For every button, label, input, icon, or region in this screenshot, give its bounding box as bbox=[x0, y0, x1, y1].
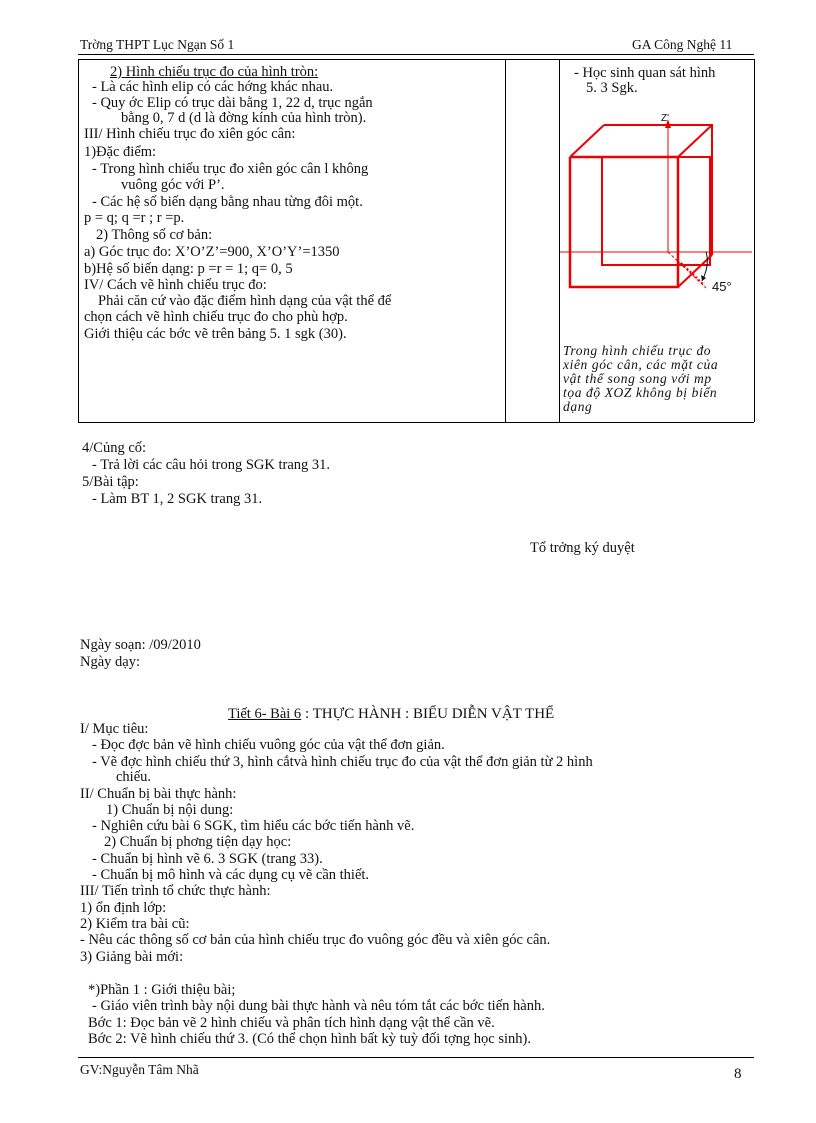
note-line: xiên góc cân, các mặt của bbox=[563, 357, 719, 372]
text-line: 2) Chuẩn bị phơng tiện dạy học: bbox=[104, 834, 292, 850]
section-params: 2) Thông số cơ bản: bbox=[96, 227, 213, 243]
text-line: - Quy ớc Elip có trục dài bằng 1, 22 d, trục ngắn bbox=[92, 95, 373, 111]
text-line: - Nêu các thông số cơ bản của hình chiếu trục đo vuông góc đều và xiên góc cân. bbox=[80, 932, 551, 948]
lesson-title: Tiết 6- Bài 6 : THỰC HÀNH : BIỂU DIỄN VẬT THỂ bbox=[228, 706, 555, 722]
note-line: vật thể song song với mp bbox=[563, 371, 712, 386]
footer-rule bbox=[78, 1057, 754, 1058]
step-1: Bớc 1: Đọc bản vẽ 2 hình chiếu và phân tích hình dạng vật thể cần vẽ. bbox=[88, 1015, 495, 1031]
text-line: vuông góc với P’. bbox=[121, 177, 225, 193]
consolidate-item: - Trả lời các câu hỏi trong SGK trang 31. bbox=[92, 457, 331, 473]
page-number: 8 bbox=[734, 1066, 742, 1082]
teach-date: Ngày dạy: bbox=[80, 654, 140, 670]
text-line: chiếu. bbox=[116, 769, 152, 785]
text-line: Giới thiệu các bớc vẽ trên bảng 5. 1 sgk (30). bbox=[84, 326, 347, 342]
text-line: - Là các hình elip có các hớng khác nhau. bbox=[92, 79, 334, 95]
section-features: 1)Đặc điểm: bbox=[84, 144, 157, 160]
section-iv-title: IV/ Cách vẽ hình chiếu trục đo: bbox=[84, 277, 267, 293]
process-title: III/ Tiến trình tổ chức thực hành: bbox=[80, 883, 271, 899]
cube-front-face bbox=[570, 157, 678, 287]
section-iii-title: III/ Hình chiếu trục đo xiên góc cân: bbox=[84, 126, 296, 142]
header-school: Trờng THPT Lục Ngạn Số 1 bbox=[80, 37, 235, 52]
header-subject: GA Công Nghệ 11 bbox=[632, 37, 733, 52]
footer-teacher: GV:Nguyễn Tâm Nhã bbox=[80, 1062, 199, 1077]
header-rule bbox=[78, 54, 754, 55]
step-2: Bớc 2: Vẽ hình chiếu thứ 3. (Có thể chọn hình bất kỳ tuỳ đối tợng học sinh). bbox=[88, 1031, 531, 1047]
objectives-title: I/ Mục tiêu: bbox=[80, 721, 149, 737]
note-line: tọa độ XOZ không bị biến bbox=[563, 385, 718, 400]
homework-item: - Làm BT 1, 2 SGK trang 31. bbox=[92, 491, 263, 507]
text-line: Phải căn cứ vào đặc điểm hình dạng của vật thể để bbox=[98, 293, 392, 309]
text-line: 2) Kiểm tra bài cũ: bbox=[80, 916, 190, 932]
cube-edge bbox=[570, 125, 604, 157]
text-line: - Các hệ số biến dạng bằng nhau từng đôi một. bbox=[92, 194, 363, 210]
distortion-line: b)Hệ số biến dạng: p =r = 1; q= 0, 5 bbox=[84, 261, 293, 277]
approval-text: Tổ trởng ký duyệt bbox=[530, 540, 635, 556]
text-line: chọn cách vẽ hình chiếu trục đo cho phù hợp. bbox=[84, 309, 348, 325]
text-line: 3) Giảng bài mới: bbox=[80, 949, 184, 965]
section-circle-title: 2) Hình chiếu trục đo của hình tròn: bbox=[110, 64, 319, 80]
text-line: - Nghiên cứu bài 6 SGK, tìm hiểu các bớc tiến hành vẽ. bbox=[92, 818, 415, 834]
text-line: - Vẽ đợc hình chiếu thứ 3, hình cắtvà hình chiếu trục đo của vật thể đơn giản từ 2 hình bbox=[92, 754, 593, 770]
oblique-cube-figure bbox=[560, 105, 754, 325]
axis-angle-line: a) Góc trục đo: X’O’Z’=900, X’O’Y’=1350 bbox=[84, 244, 340, 260]
cube-edge bbox=[678, 125, 712, 157]
text-line: 1) ổn định lớp: bbox=[80, 900, 167, 916]
z-axis-label: Z' bbox=[661, 113, 670, 124]
text-line: - Trong hình chiếu trục đo xiên góc cân l không bbox=[92, 161, 369, 177]
angle-label: 45° bbox=[712, 279, 732, 294]
angle-arrow bbox=[701, 275, 706, 281]
prep-title: II/ Chuẩn bị bài thực hành: bbox=[80, 786, 237, 802]
text-line: p = q; q =r ; r =p. bbox=[84, 210, 185, 226]
text-line: 1) Chuẩn bị nội dung: bbox=[106, 802, 234, 818]
text-line: - Chuẩn bị hình vẽ 6. 3 SGK (trang 33). bbox=[92, 851, 323, 867]
text-line: - Chuẩn bị mô hình và các dụng cụ vẽ cần thiết. bbox=[92, 867, 370, 883]
observe-line: - Học sinh quan sát hình bbox=[574, 65, 716, 81]
observe-line: 5. 3 Sgk. bbox=[586, 80, 638, 96]
consolidate-title: 4/Củng cố: bbox=[82, 440, 147, 456]
text-line: - Giáo viên trình bày nội dung bài thực hành và nêu tóm tắt các bớc tiến hành. bbox=[92, 998, 545, 1014]
text-line: - Đọc đợc bản vẽ hình chiếu vuông góc của vật thể đơn giản. bbox=[92, 737, 445, 753]
note-line: Trong hình chiếu trục đo bbox=[563, 343, 712, 358]
part-one: *)Phần 1 : Giới thiệu bài; bbox=[88, 982, 236, 998]
prep-date: Ngày soạn: /09/2010 bbox=[80, 637, 201, 653]
text-line: bằng 0, 7 d (d là đờng kính của hình tròn). bbox=[121, 110, 367, 126]
homework-title: 5/Bài tập: bbox=[82, 474, 139, 490]
cube-back-face bbox=[602, 157, 710, 265]
note-line: dạng bbox=[563, 399, 593, 414]
